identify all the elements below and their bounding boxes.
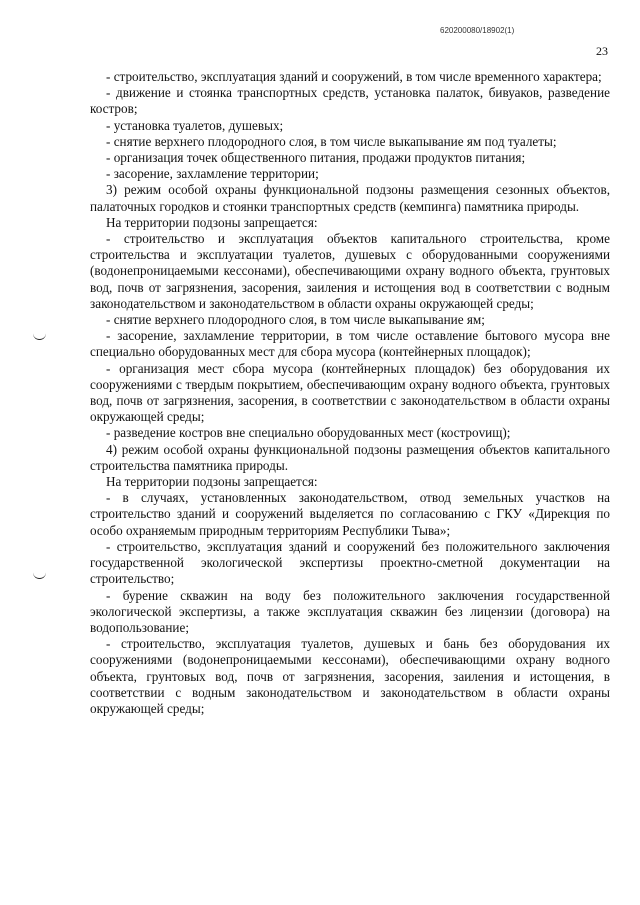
paragraph: 3) режим особой охраны функциональной подзоны размещения сезонных объектов, палаточных городков и стоянки транспортных средств (кемпинга) памятника природы. bbox=[90, 182, 610, 214]
paragraph: - строительство и эксплуатация объектов капитального строительства, кроме строительства и эксплуатации туалетов, душевых с оборудованными сооружениями (водонепроницаемыми кессонами), обеспечивающими охрану водного объекта, грунтовых вод, почв от загрязнения, засорения, заиления и истощения вод в соответствии с водным законодательством и законодательством в области охраны окружающей среды; bbox=[90, 231, 610, 311]
paragraph: - разведение костров вне специально оборудованных мест (кострovищ); bbox=[106, 425, 511, 441]
paragraph: - строительство, эксплуатация туалетов, душевых и бань без оборудования их сооружениями (водонепроницаемыми кессонами), обеспечивающими охрану водного объекта, грунтовых вод, почв от загрязнения, засорения, заиления и истощения, в соответствии с водным законодательством и законодательством в области охраны окружающей среды; bbox=[90, 636, 610, 716]
margin-mark bbox=[33, 572, 46, 579]
paragraph: - строительство, эксплуатация зданий и сооружений без положительного заключения государственной экологической экспертизы проектно-сметной документации на строительство; bbox=[90, 538, 610, 587]
paragraph: На территории подзоны запрещается: bbox=[106, 214, 318, 230]
paragraph: 4) режим особой охраны функциональной подзоны размещения объектов капитального строительства памятника природы. bbox=[90, 441, 610, 473]
paragraph: - установка туалетов, душевых; bbox=[106, 117, 284, 133]
paragraph: - засорение, захламление территории, в том числе оставление бытового мусора вне специально оборудованных мест для сбора мусора (контейнерных площадок); bbox=[90, 328, 610, 360]
paragraph: На территории подзоны запрещается: bbox=[106, 474, 318, 490]
paragraph: - движение и стоянка транспортных средств, установка палаток, бивуаков, разведение костров; bbox=[90, 85, 610, 117]
paragraph: - засорение, захламление территории; bbox=[106, 166, 319, 182]
paragraph: - в случаях, установленных законодательством, отвод земельных участков на строительство зданий и сооружений выделяется по согласованию с ГКУ «Дирекция по особо охраняемым природным территориям Республики Тыва»; bbox=[90, 490, 610, 538]
paragraph: - снятие верхнего плодородного слоя, в том числе выкапывание ям под туалеты; bbox=[106, 133, 557, 149]
margin-mark bbox=[33, 333, 46, 340]
paragraph: - организация мест сбора мусора (контейнерных площадок) без оборудования их сооружениями с твердым покрытием, обеспечивающим охрану водного объекта, грунтовых вод, почв от загрязнения, засорения, в соответствии с законодательством в области охраны окружающей среды; bbox=[90, 360, 610, 425]
paragraph: - бурение скважин на воду без положительного заключения государственной экологической экспертизы, а также эксплуатация скважин без лицензии (договора) на водопользование; bbox=[90, 587, 610, 635]
page-number: 23 bbox=[596, 44, 608, 58]
paragraph: - организация точек общественного питания, продажи продуктов питания; bbox=[106, 150, 526, 166]
paragraph: - снятие верхнего плодородного слоя, в том числе выкапывание ям; bbox=[106, 312, 485, 328]
document-id: 620200080/18902(1) bbox=[440, 26, 515, 35]
body-text bbox=[90, 69, 610, 717]
paragraph: - строительство, эксплуатация зданий и сооружений, в том числе временного характера; bbox=[106, 69, 602, 84]
